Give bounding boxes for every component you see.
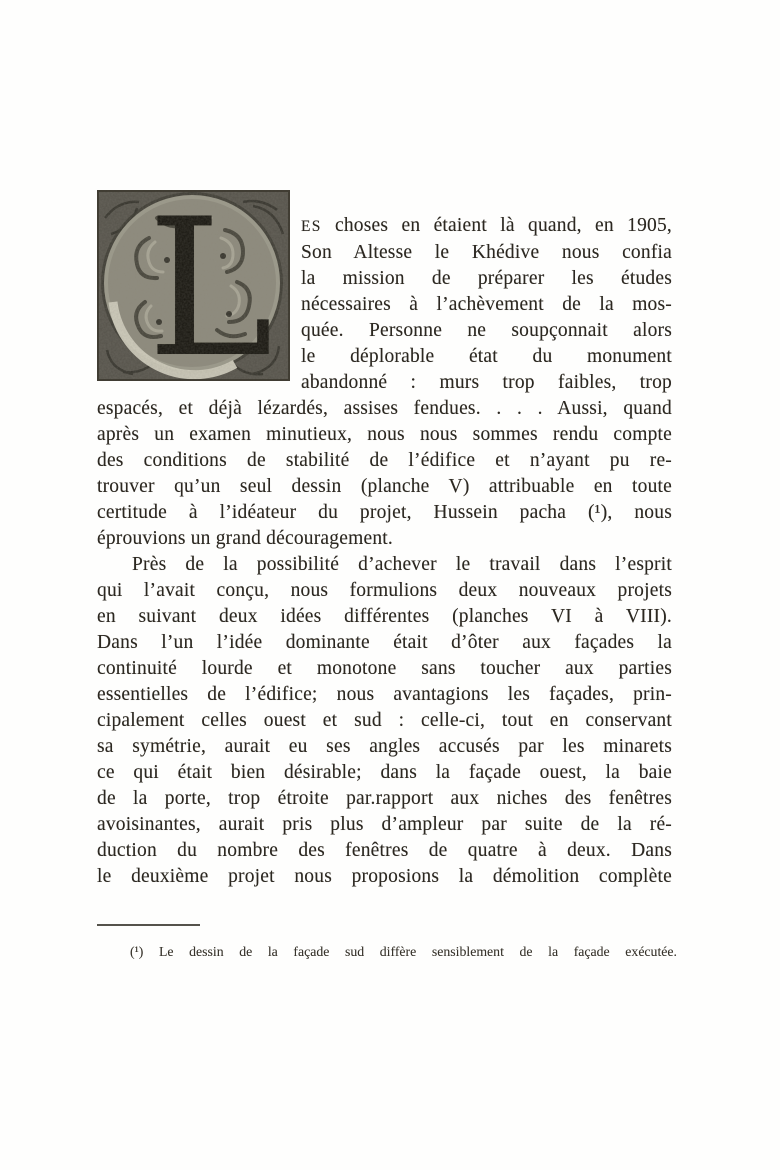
footnote <box>97 942 677 961</box>
text-line: nécessaires à l’achèvement de la mos- <box>301 294 672 315</box>
ornate-initial-image <box>97 190 290 381</box>
text-line: essentielles de l’édifice; nous avantagions les façades, prin- <box>97 684 672 705</box>
text-line: avoisinantes, aurait pris plus d’ampleur par suite de la ré- <box>97 814 672 835</box>
body-text <box>97 190 672 890</box>
text-line: continuité lourde et monotone sans toucher aux parties <box>97 658 672 679</box>
text-line: de la porte, trop étroite par.rapport aux niches des fenêtres <box>97 788 672 809</box>
text-line: espacés, et déjà lézardés, assises fendues. . . . Aussi, quand <box>97 398 672 419</box>
text-line: sa symétrie, aurait eu ses angles accusés par les minarets <box>97 736 672 757</box>
small-caps-lead: ES <box>301 218 322 235</box>
text-line: le deuxième projet nous proposions la démolition complète <box>97 866 672 887</box>
dropcap-artwork <box>97 190 290 381</box>
text-line: duction du nombre des fenêtres de quatre à deux. Dans <box>97 840 672 861</box>
text-line: après un examen minutieux, nous nous sommes rendu compte <box>97 424 672 445</box>
text-line: certitude à l’idéateur du projet, Hussein pacha (¹), nous <box>97 502 672 523</box>
text-line: cipalement celles ouest et sud : celle-ci, tout en conservant <box>97 710 672 731</box>
text-line: ce qui était bien désirable; dans la façade ouest, la baie <box>97 762 672 783</box>
text-line: la mission de préparer les études <box>301 268 672 289</box>
text-line: quée. Personne ne soupçonnait alors <box>301 320 672 341</box>
footnote-text: Le dessin de la façade sud diffère sensiblement de la façade exécutée. <box>158 944 677 959</box>
text-line-rest: choses en étaient là quand, en 1905, <box>335 215 672 236</box>
text-line: en suivant deux idées différentes (planches VI à VIII). <box>97 606 672 627</box>
text-line: des conditions de stabilité de l’édifice et n’ayant pu re- <box>97 450 672 471</box>
text-line: Son Altesse le Khédive nous confia <box>301 242 672 263</box>
text-line: Près de la possibilité d’achever le travail dans l’esprit <box>132 554 672 575</box>
footnote-rule <box>97 924 200 926</box>
text-line: abandonné : murs trop faibles, trop <box>301 372 672 393</box>
text-line: Dans l’un l’idée dominante était d’ôter aux façades la <box>97 632 672 653</box>
footnote-marker: (¹) <box>130 944 144 959</box>
text-line: trouver qu’un seul dessin (planche V) attribuable en toute <box>97 476 672 497</box>
text-line: qui l’avait conçu, nous formulions deux nouveaux projets <box>97 580 672 601</box>
text-line: éprouvions un grand découragement. <box>97 528 393 549</box>
text-line: le déplorable état du monument <box>301 346 672 367</box>
